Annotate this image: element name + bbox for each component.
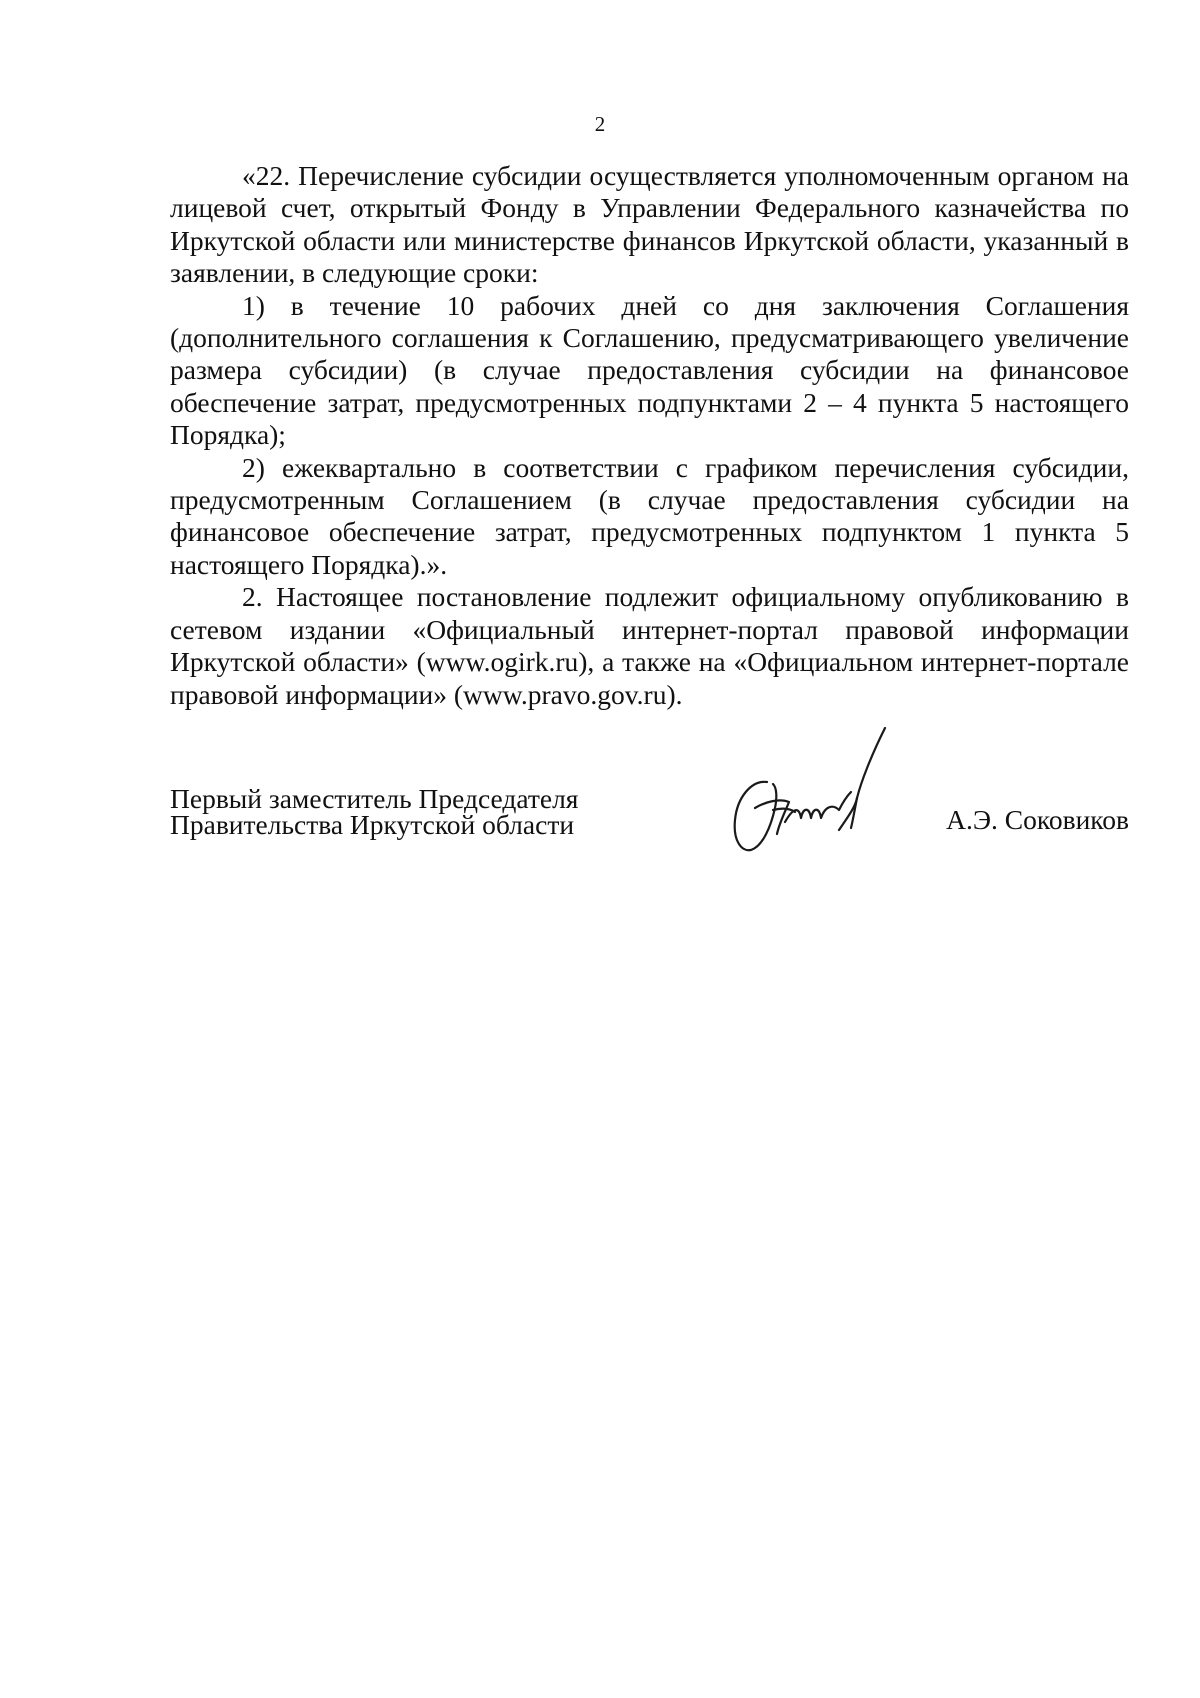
paragraph-22-transfer-terms: «22. Перечисление субсидии осуществляется уполномоченным органом на лицевой счет, открытый Фонду в Управлении Федерального казначейства по Иркутской области или министерстве финансов Иркутской области, указанный в заявлении, в следующие сроки: (170, 160, 1129, 289)
paragraph-item-1: 1) в течение 10 рабочих дней со дня заключения Соглашения (дополнительного соглашения к Соглашению, предусматривающего увеличение размера субсидии) (в случае предоставления субсидии на финансовое обеспечение затрат, предусмотренных подпунктами 2 – 4 пункта 5 настоящего Порядка); (170, 289, 1129, 451)
signer-title-line-2: Правительства Иркутской области (170, 809, 575, 840)
paragraph-publication: 2. Настоящее постановление подлежит официальному опубликованию в сетевом издании «Официальный интернет-портал правовой информации Иркутской области» (www.ogirk.ru), а также на «Официальном интернет-портале правовой информации» (www.pravo.gov.ru). (170, 581, 1129, 710)
signer-title-line-1: Первый заместитель Председателя (170, 783, 579, 814)
signature-block (170, 772, 1129, 872)
document-body (170, 160, 1129, 711)
paragraph-item-2: 2) ежеквартально в соответствии с графиком перечисления субсидии, предусмотренным Соглашением (в случае предоставления субсидии на финансовое обеспечение затрат, предусмотренных подпунктом 1 пункта 5 настоящего Порядка).». (170, 451, 1129, 580)
page-number: 2 (594, 112, 606, 136)
handwritten-signature (715, 722, 915, 862)
signer-name: А.Э. Соковиков (946, 804, 1129, 835)
signer-title (170, 783, 579, 840)
